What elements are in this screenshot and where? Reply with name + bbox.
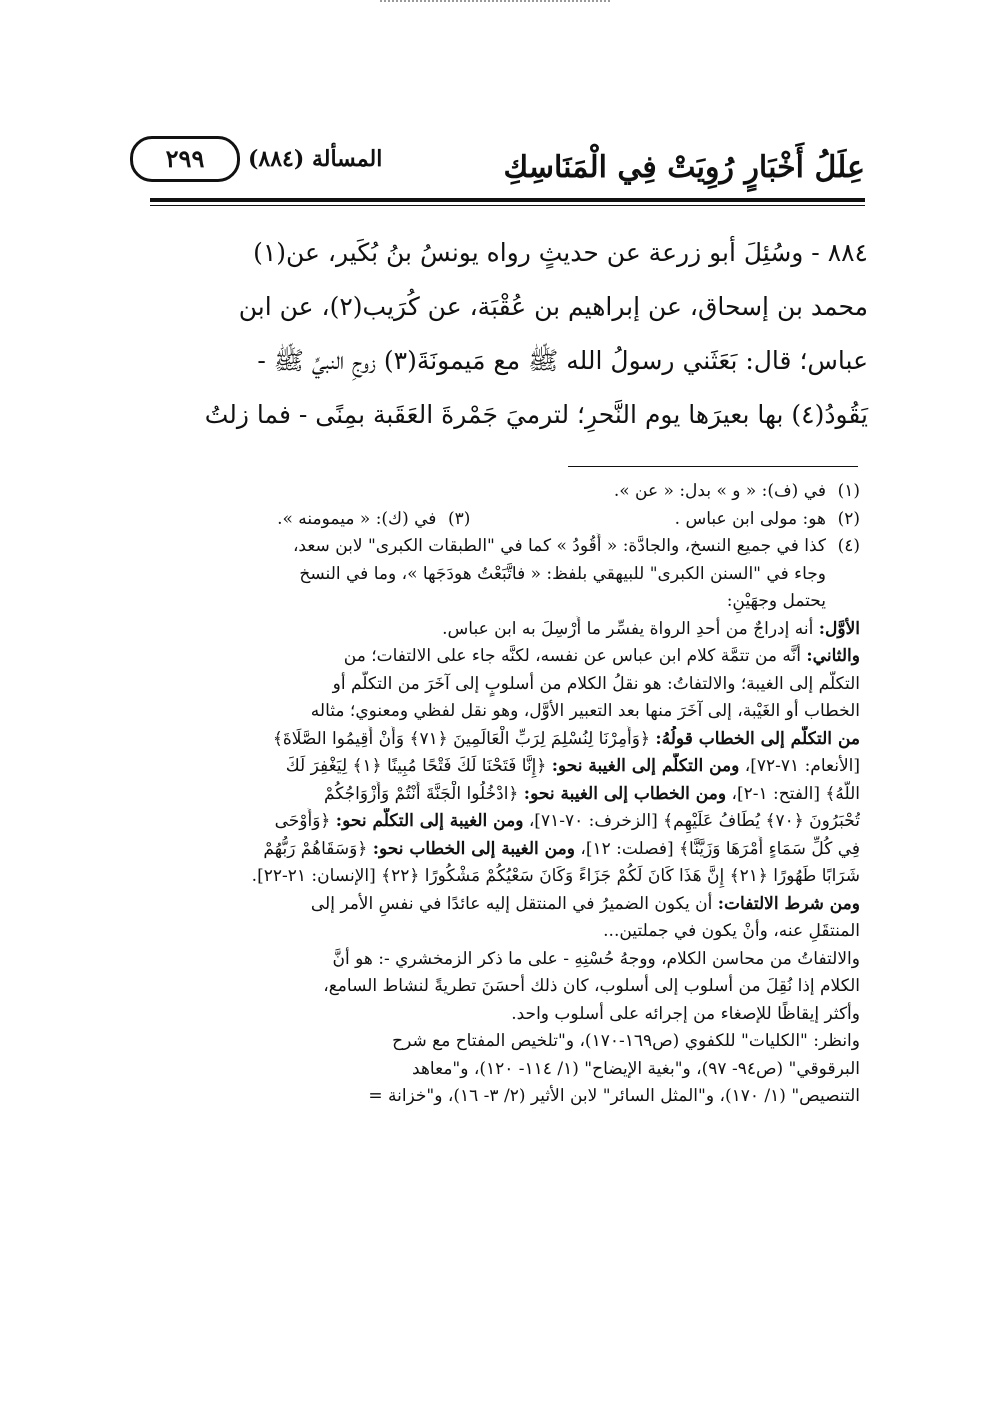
footnote-line [100,753,860,781]
footnote-2 [510,506,860,534]
footnote-line: الخطاب أو الغَيْبة، إلى آخَرَ منها بعد التعبير الأوَّل، وهو نقل لفظي ومعنوي؛ مثاله [310,701,860,721]
footnote-line: شَرَابًا طَهُورًا ﴿٢١﴾ إِنَّ هَذَا كَانَ لَكُمْ جَزَاءً وَكَانَ سَعْيُكُمْ مَشْكُورًا ﴿٢٢﴾ [الإنسان: ٢١-٢٢]. [251,866,860,886]
footnote-line: المنتقَلِ عنه، وأنْ يكون في جملتين... [603,921,860,941]
example-label: من التكلُّم إلى الخطاب قولُهُ: [655,728,860,749]
page-number: ٢٩٩ [130,136,240,182]
footnote-line [100,781,860,809]
issue-label: المسألة (٨٨٤) [248,146,383,172]
footnote-line: البرقوقي" (ص٩٤- ٩٧)، و"بغية الإيضاح" (١/ ١١٤- ١٢٠)، و"معاهد [412,1058,860,1079]
footnote-line: والالتفاتُ من محاسن الكلام، ووجهُ حُسْنِهِ - على ما ذكر الزمخشري -: هو أنَّ [332,948,860,969]
footnote-line [100,726,860,754]
footnote-text: في (ف): « و » بدل: « عن ». [613,481,826,501]
quran-verse: ﴿إِنَّا فَتَحْنَا لَكَ فَتْحًا مُبِينًا ﴿١﴾ لِيَغْفِرَ لَكَ [285,756,547,776]
footnote-line: الكلام إذا نُقِلَ من أسلوب إلى أسلوب، كان ذلك أحسَنَ تطريةً لنشاط السامع، [323,976,860,996]
footnote-line: وجاء في "السنن الكبرى" للبيهقي بلفظ: « فاتَّبَعْتُ هودَجَها »، وما في النسخ [299,563,826,584]
main-line: عباس؛ قال: بَعَثَني رسولُ الله ﷺ مع مَيمونَةَ(٣) زوجِ النبيِّ ﷺ - [257,346,868,375]
footnote-number: (٢) [837,508,860,529]
footnote-1 [510,478,860,506]
footnote-3 [121,506,511,534]
footnote-line [100,616,860,644]
footnote-text: هو: مولى ابن عباس . [674,508,826,529]
footnote-separator [568,466,858,467]
footnote-number: (١) [837,481,860,501]
footnote-line [100,891,860,919]
verse-reference: اللَّهُ﴾ [الفتح: ١-٢]، [731,783,860,804]
quran-verse: ﴿وَأَوْحَى [274,811,331,831]
footnote-row [100,506,860,534]
second-label: والثاني: [806,646,860,666]
second-text: أنَّه من تتمَّة كلام ابن عباس عن نفسه، لكنَّه جاء على الالتفات؛ من [343,646,801,666]
condition-text: أن يكون الضميرُ في المنتقل إليه عائدًا في نفسِ الأمر إلى [310,893,713,914]
first-label: الأوَّل: [818,618,860,639]
main-text [140,226,868,442]
quran-verse: ﴿وَأُمِرْنَا لِنُسْلِمَ لِرَبِّ الْعَالَمِينَ ﴿٧١﴾ وَأَنْ أَقِيمُوا الصَّلَاةَ﴾ [272,728,650,749]
footnote-line [100,808,860,836]
footnote-line [100,836,860,864]
example-label: ومن الخطاب إلى الغيبة نحو: [523,783,727,804]
first-text: أنه إدراجٌ من أحدِ الرواة يفسِّر ما أُرْسِلَ به ابن عباس. [442,618,814,639]
footnote-row [100,478,860,506]
footnote-text: في (ك): « ميمومنه ». [277,508,437,529]
footnote-4 [100,533,860,561]
header-rule-thick [150,198,865,202]
verse-reference: تُحْبَرُونَ ﴿٧٠﴾ يُطَافُ عَلَيْهِم﴾ [الزخرف: ٧٠-٧١]، [528,811,860,831]
footnote-number: (٣) [447,508,471,529]
quran-verse: ﴿وَسَقَاهُمْ رَبُّهُمْ [263,838,368,859]
quran-verse: ﴿ادْخُلُوا الْجَنَّةَ أَنْتُمْ وَأَزْوَاجُكُمْ [323,783,519,804]
footnote-line: يحتمل وجهَيْنِ: [726,591,826,611]
book-title: عِلَلُ أَخْبَارٍ رُوِيَتْ فِي الْمَنَاسِكِ [503,150,865,185]
verse-reference: [الأنعام: ٧١-٧٢]، [744,756,860,776]
example-label: ومن التكلُّم إلى الغيبة نحو: [551,756,740,776]
verse-reference: فِي كُلِّ سَمَاءٍ أَمْرَهَا وَزَيَّنَّا﴾ [فصلت: ١٢]، [580,838,860,859]
main-line: ٨٨٤ - وسُئِلَ أبو زرعة عن حديثٍ رواه يونسُ بنُ بُكَير، عن(١) [253,238,868,267]
main-line: محمد بن إسحاق، عن إبراهيم بن عُقْبَة، عن كُرَيب(٢)، عن ابن [238,292,868,321]
footnotes [100,478,860,1111]
main-line: يَقُودُ(٤) بها بعيرَها يوم النَّحرِ؛ لترميَ جَمْرةَ العَقَبة بمِنًى - فما زلتُ [204,400,868,429]
footnote-text: كذا في جميع النسخ، والجادَّة: « أَقُودُ » كما في "الطبقات الكبرى" لابن سعد، [292,536,826,556]
page-header [130,128,865,198]
footnote-line: التكلُّم إلى الغيبة؛ والالتفاتُ: هو نقلُ الكلام من أسلوبٍ إلى آخَرَ من التكلُّم أو [332,673,860,694]
condition-label: ومن شرط الالتفات: [717,893,860,914]
footnote-number: (٤) [837,536,860,556]
footnote-line: وأكثر إيقاظًا للإصغاء من إجرائه على أسلوب واحد. [511,1003,860,1024]
header-rule-thin [150,205,865,206]
footnote-line [100,643,860,671]
scan-edge-mark [380,0,610,2]
example-label: ومن الغيبة إلى التكلُّم نحو: [335,811,524,831]
footnote-line: التنصيص" (١/ ١٧٠)، و"المثل السائر" لابن الأثير (٢/ ٣- ١٦)، و"خزانة = [368,1086,860,1106]
footnote-line: وانظر: "الكليات" للكفوي (ص١٦٩-١٧٠)، و"تلخيص المفتاح مع شرح [392,1031,860,1051]
example-label: ومن الغيبة إلى الخطاب نحو: [372,838,575,859]
